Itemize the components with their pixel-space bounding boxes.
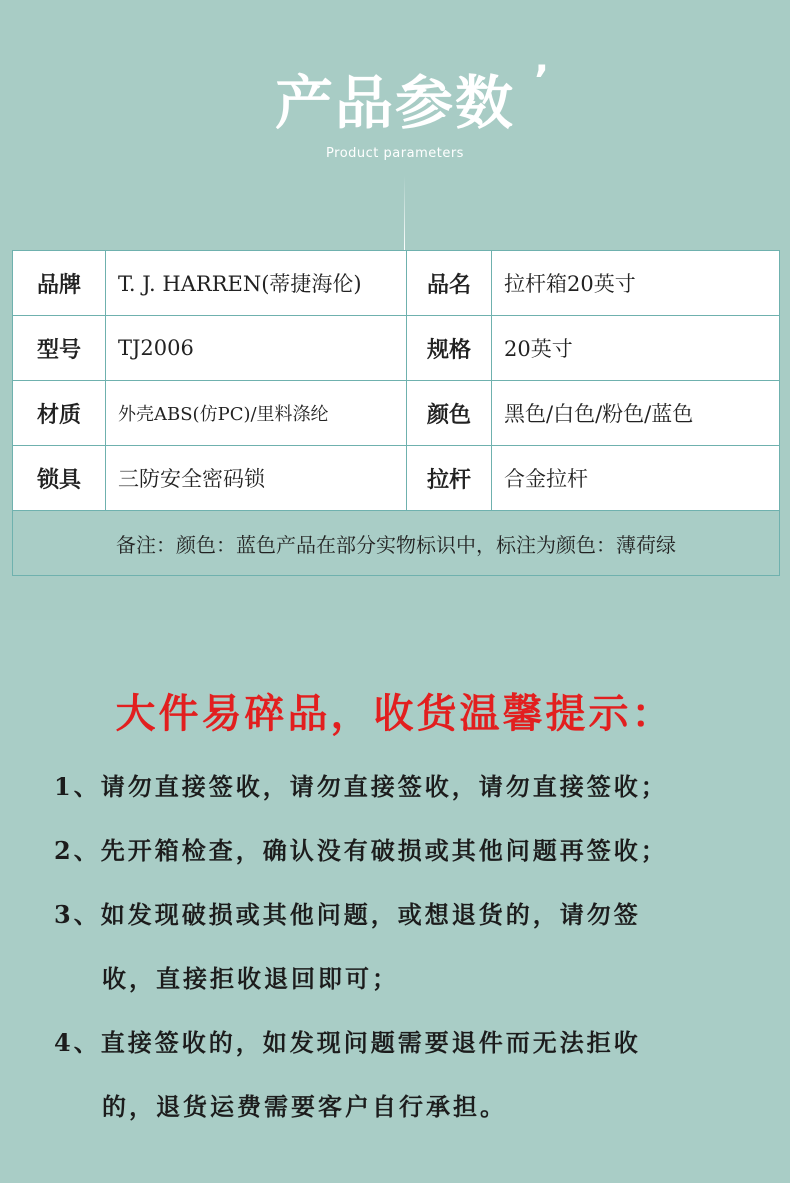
table-row	[13, 381, 780, 446]
param-key: 品名	[407, 251, 492, 316]
notice-list	[54, 760, 754, 1144]
page-title: 产品参数	[274, 69, 515, 137]
warning-title: 大件易碎品，收货温馨提示：	[115, 690, 675, 737]
param-value: 拉杆箱20英寸	[492, 251, 780, 316]
param-key: 拉杆	[407, 446, 492, 511]
page-subtitle: Product parameters	[326, 146, 464, 161]
param-value: 20英寸	[492, 316, 780, 381]
table-row	[13, 251, 780, 316]
notice-line: 的，退货运费需要客户自行承担。	[102, 1092, 507, 1121]
param-key: 锁具	[13, 446, 106, 511]
param-value: 黑色/白色/粉色/蓝色	[492, 381, 780, 446]
table-row	[13, 446, 780, 511]
notice-line: 3、如发现破损或其他问题，或想退货的，请勿签	[54, 900, 641, 929]
notice-line: 收，直接拒收退回即可；	[102, 964, 399, 993]
title-apostrophe: ’	[534, 58, 550, 104]
param-key: 品牌	[13, 251, 106, 316]
table-row	[13, 316, 780, 381]
note-text: 备注：颜色：蓝色产品在部分实物标识中，标注为颜色：薄荷绿	[13, 511, 780, 576]
param-key: 颜色	[407, 381, 492, 446]
param-value: 三防安全密码锁	[106, 446, 407, 511]
param-key: 材质	[13, 381, 106, 446]
notice-line: 1、请勿直接签收，请勿直接签收，请勿直接签收；	[54, 772, 668, 801]
parameter-table	[12, 250, 780, 576]
divider-line	[404, 176, 405, 251]
param-key: 型号	[13, 316, 106, 381]
param-value: TJ2006	[106, 316, 407, 381]
note-row	[13, 511, 780, 576]
notice-line: 4、直接签收的，如发现问题需要退件而无法拒收	[54, 1028, 641, 1057]
param-value: T. J. HARREN(蒂捷海伦)	[106, 251, 407, 316]
param-value: 外壳ABS(仿PC)/里料涤纶	[106, 381, 407, 446]
notice-line: 2、先开箱检查，确认没有破损或其他问题再签收；	[54, 836, 668, 865]
param-value: 合金拉杆	[492, 446, 780, 511]
param-key: 规格	[407, 316, 492, 381]
